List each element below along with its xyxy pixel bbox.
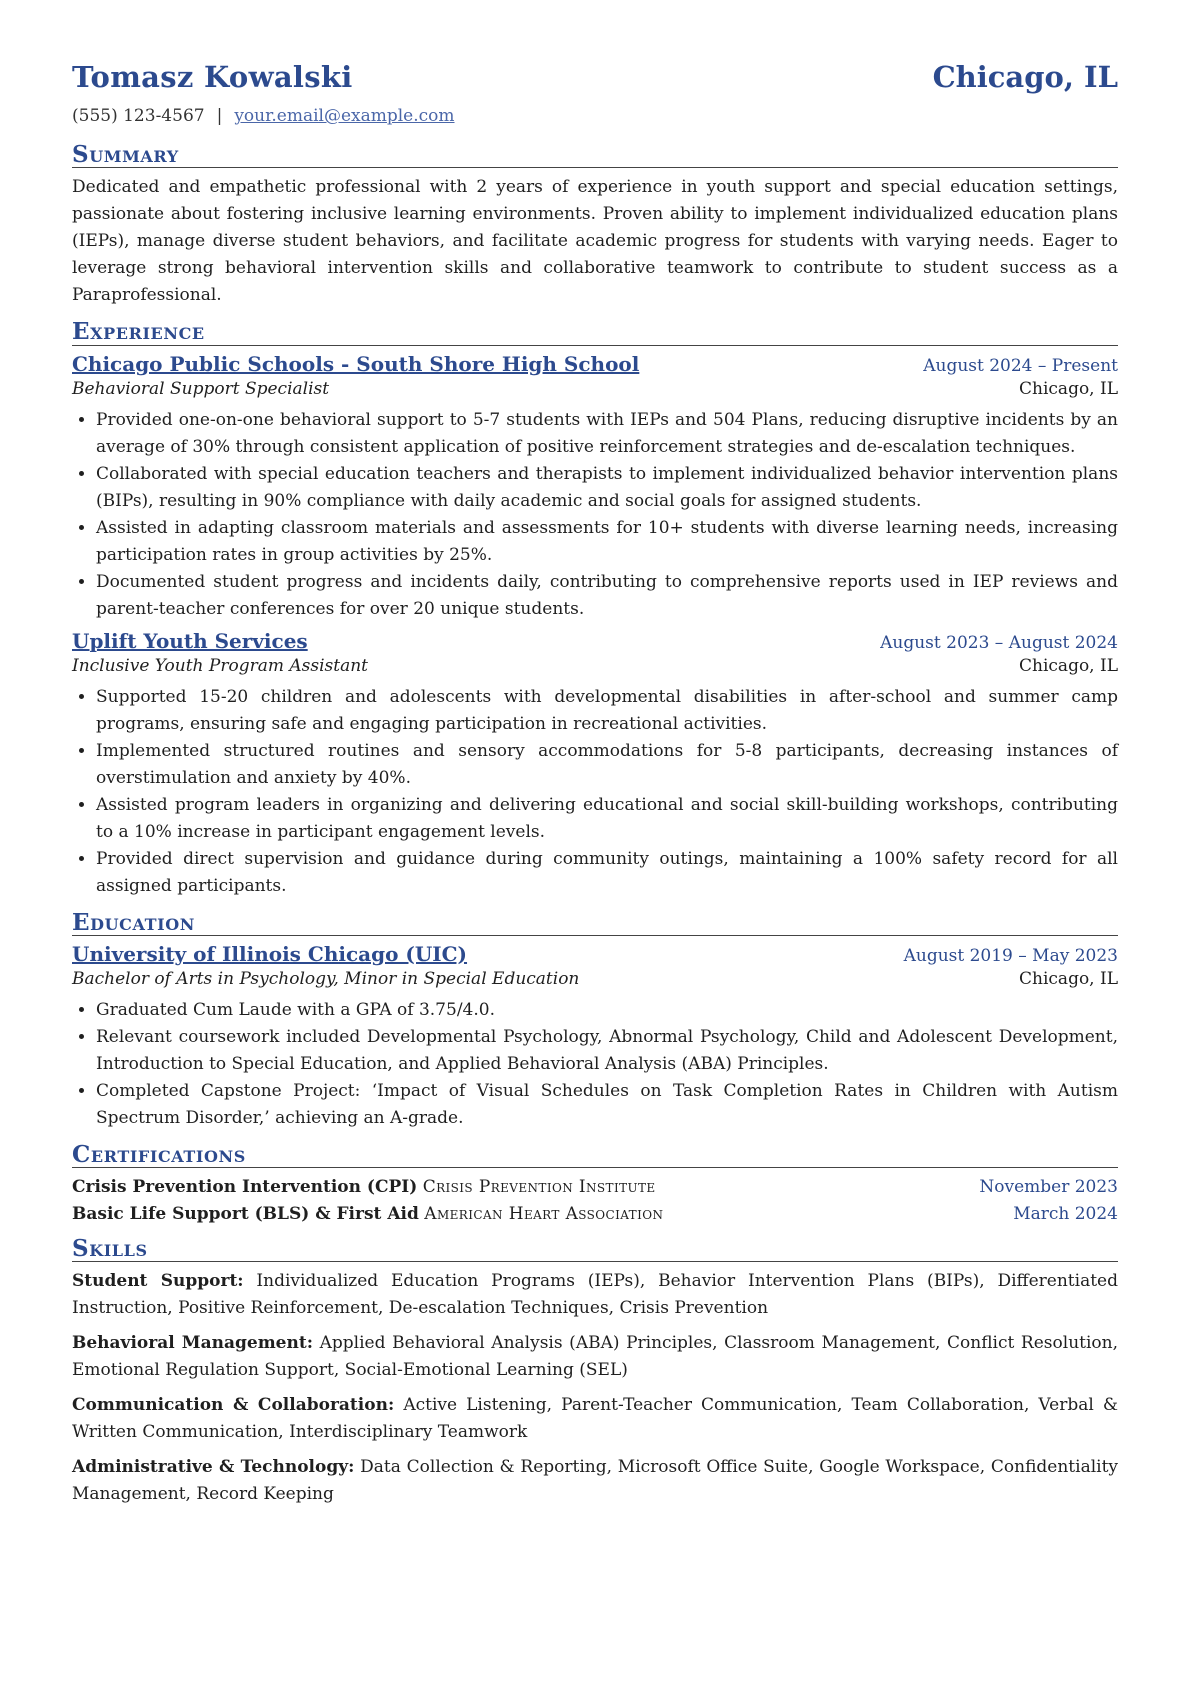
skill-group (72, 1268, 1118, 1322)
summary-heading: Summary (72, 142, 1118, 168)
employment-dates: August 2024 – Present (923, 355, 1118, 376)
skill-group (72, 1330, 1118, 1384)
skill-items: Applied Behavioral Analysis (ABA) Principles, Classroom Management, Conflict Resolution, Emotional Regulation Support, Social-Emotional Learning (SEL) (72, 1333, 1118, 1381)
experience-heading: Experience (72, 319, 1118, 345)
school-link[interactable]: University of Illinois Chicago (UIC) (72, 941, 468, 966)
certification-name: Crisis Prevention Intervention (CPI) (72, 1177, 418, 1198)
certification-name: Basic Life Support (BLS) & First Aid (72, 1204, 419, 1225)
employer-link[interactable]: Chicago Public Schools - South Shore High School (72, 351, 640, 376)
bullet-item: • Relevant coursework included Developmental Psychology, Abnormal Psychology, Child and Adolescent Development, Introduction to Special Education, and Applied Behavioral Analysis (ABA) Principles. (96, 1024, 1118, 1078)
skill-category: Behavioral Management: (72, 1333, 313, 1354)
contact-separator: | (216, 106, 223, 126)
skills-list (72, 1268, 1118, 1508)
school-location: Chicago, IL (1019, 968, 1118, 989)
certification-date: March 2024 (1013, 1204, 1118, 1225)
skill-group (72, 1454, 1118, 1508)
bullet-item: • Documented student progress and incidents daily, contributing to comprehensive reports used in IEP reviews and parent-teacher conferences for over 20 unique students. (96, 569, 1118, 623)
job-location: Chicago, IL (1019, 378, 1118, 399)
skill-category: Communication & Collaboration: (72, 1395, 395, 1416)
bullet-item: • Implemented structured routines and sensory accommodations for 5-8 participants, decreasing instances of overstimulation and anxiety by 40%. (96, 738, 1118, 792)
job-location: Chicago, IL (1019, 655, 1118, 676)
education-entry (72, 942, 1118, 1132)
skill-items: Active Listening, Parent-Teacher Communication, Team Collaboration, Verbal & Written Communication, Interdisciplinary Teamwork (72, 1395, 1118, 1443)
degree: Bachelor of Arts in Psychology, Minor in Special Education (72, 968, 580, 989)
bullet-item: • Provided direct supervision and guidance during community outings, maintaining a 100% safety record for all assigned participants. (96, 846, 1118, 900)
certifications-heading: Certifications (72, 1142, 1118, 1168)
certification-row (72, 1174, 1118, 1201)
experience-entry (72, 352, 1118, 623)
employer-link[interactable]: Uplift Youth Services (72, 628, 308, 653)
phone-number: (555) 123-4567 (72, 106, 205, 126)
bullet-item: • Graduated Cum Laude with a GPA of 3.75/4.0. (96, 997, 1118, 1024)
skill-items: Individualized Education Programs (IEPs), Behavior Intervention Plans (BIPs), Differentiated Instruction, Positive Reinforcement, De-escalation Techniques, Crisis Prevention (72, 1271, 1118, 1319)
bullet-item: • Assisted in adapting classroom materials and assessments for 10+ students with diverse learning needs, increasing participation rates in group activities by 25%. (96, 515, 1118, 569)
bullet-item: • Completed Capstone Project: ‘Impact of Visual Schedules on Task Completion Rates in Children with Autism Spectrum Disorder,’ achieving an A-grade. (96, 1078, 1118, 1132)
candidate-name: Tomasz Kowalski (72, 60, 353, 94)
bullet-item: • Assisted program leaders in organizing and delivering educational and social skill-building workshops, contributing to a 10% increase in participant engagement levels. (96, 792, 1118, 846)
experience-bullets (72, 407, 1118, 623)
education-heading: Education (72, 910, 1118, 936)
certifications-list (72, 1174, 1118, 1228)
certification-row (72, 1201, 1118, 1228)
skill-items: Data Collection & Reporting, Microsoft Office Suite, Google Workspace, Confidentiality Management, Record Keeping (72, 1457, 1119, 1505)
bullet-item: • Supported 15-20 children and adolescents with developmental disabilities in after-school and summer camp programs, ensuring safe and engaging participation in recreational activities. (96, 684, 1118, 738)
certification-date: November 2023 (979, 1177, 1118, 1198)
contact-line (72, 106, 1118, 126)
bullet-item: • Provided one-on-one behavioral support to 5-7 students with IEPs and 504 Plans, reducing disruptive incidents by an average of 30% through consistent application of positive reinforcement strategies and de-escalation techniques. (96, 407, 1118, 461)
resume-header (72, 60, 1118, 94)
education-dates: August 2019 – May 2023 (903, 945, 1118, 966)
job-title: Inclusive Youth Program Assistant (72, 655, 369, 676)
experience-entry (72, 629, 1118, 900)
employment-dates: August 2023 – August 2024 (880, 632, 1118, 653)
certification-issuer: Crisis Prevention Institute (422, 1177, 656, 1198)
skill-group (72, 1392, 1118, 1446)
bullet-item: • Collaborated with special education teachers and therapists to implement individualized behavior intervention plans (BIPs), resulting in 90% compliance with daily academic and social goals for assigned students. (96, 461, 1118, 515)
certification-issuer: American Heart Association (424, 1204, 664, 1225)
job-title: Behavioral Support Specialist (72, 378, 330, 399)
skill-category: Student Support: (72, 1271, 244, 1292)
experience-bullets (72, 684, 1118, 900)
skill-category: Administrative & Technology: (72, 1457, 355, 1478)
skills-heading: Skills (72, 1236, 1118, 1262)
education-bullets (72, 997, 1118, 1132)
candidate-location: Chicago, IL (932, 60, 1118, 94)
email-link[interactable]: your.email@example.com (234, 106, 455, 126)
summary-text: Dedicated and empathetic professional with 2 years of experience in youth support and special education settings, passionate about fostering inclusive learning environments. Proven ability to implement individualized education plans (IEPs), manage diverse student behaviors, and facilitate academic progress for students with varying needs. Eager to leverage strong behavioral intervention skills and collaborative teamwork to contribute to student success as a Paraprofessional. (72, 177, 1118, 306)
